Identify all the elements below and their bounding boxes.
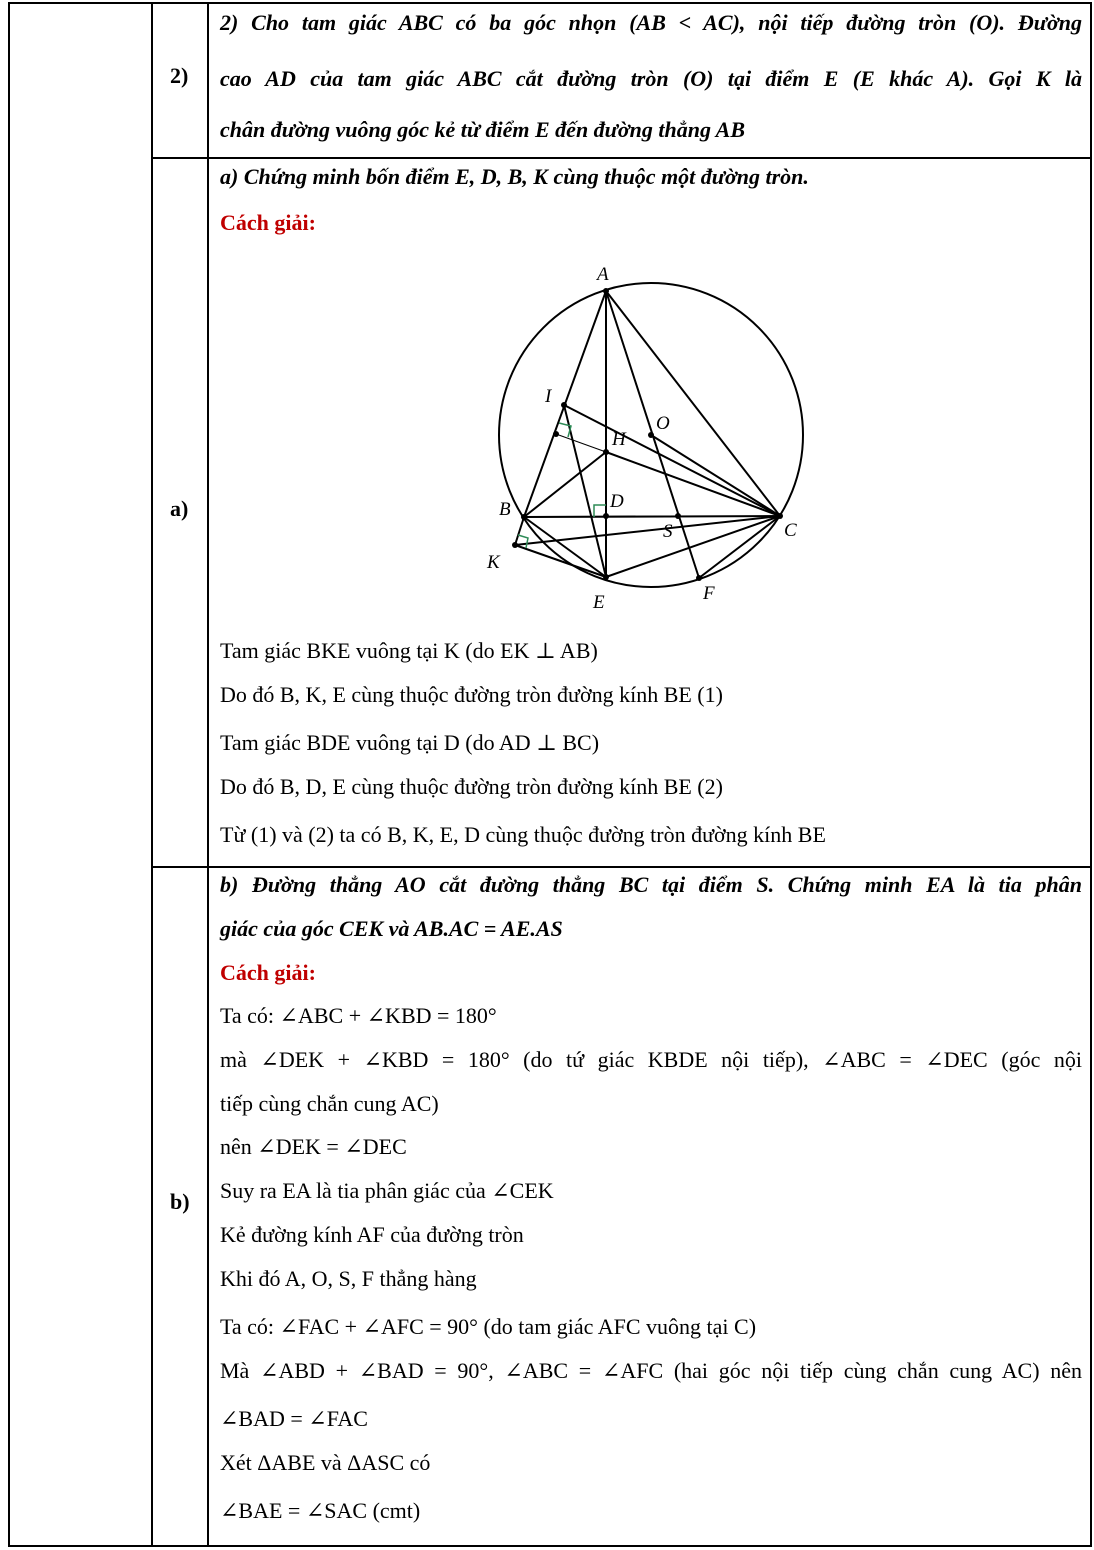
point-h (603, 449, 609, 455)
part-b-step: Ta có: ∠FAC + ∠AFC = 90° (do tam giác AFC vuông tại C) (220, 1314, 757, 1339)
point-extra (553, 431, 559, 437)
row-divider-2 (151, 866, 1092, 868)
part-b-question-line: b) Đường thẳng AO cắt đường thẳng BC tại điểm S. Chứng minh EA là tia phân (220, 872, 1082, 897)
part-b-step: mà ∠DEK + ∠KBD = 180° (do tứ giác KBDE nội tiếp), ∠ABC = ∠DEC (góc nội (220, 1047, 1082, 1072)
part-a-step: Do đó B, D, E cùng thuộc đường tròn đường kính BE (2) (220, 774, 723, 799)
point-s (675, 513, 681, 519)
part-a-step: Tam giác BKE vuông tại K (do EK ⊥ AB) (220, 638, 598, 663)
segment-CF (699, 516, 780, 578)
part-b-step: Khi đó A, O, S, F thẳng hàng (220, 1266, 477, 1291)
part-b-step: Ta có: ∠ABC + ∠KBD = 180° (220, 1003, 497, 1028)
row-divider-1 (151, 157, 1092, 159)
part-b-step: Xét ΔABE và ΔASC có (220, 1450, 431, 1475)
label-a: A (597, 264, 609, 285)
part-b-step: Mà ∠ABD + ∠BAD = 90°, ∠ABC = ∠AFC (hai góc nội tiếp cùng chắn cung AC) nên (220, 1358, 1082, 1383)
segment-KE (515, 545, 606, 577)
part-b-step: tiếp cùng chắn cung AC) (220, 1091, 439, 1116)
point-e (603, 574, 609, 580)
problem-number: 2) (170, 63, 189, 88)
segment-BK (515, 517, 524, 545)
part-a-label: a) (170, 496, 189, 521)
segment-AC (606, 291, 780, 516)
part-b-step: Kẻ đường kính AF của đường tròn (220, 1222, 524, 1247)
table-border-right (1090, 2, 1092, 1547)
part-a-step: Tam giác BDE vuông tại D (do AD ⊥ BC) (220, 730, 600, 755)
statement-line: 2) Cho tam giác ABC có ba góc nhọn (AB < AC), nội tiếp đường tròn (O). Đường (220, 10, 1082, 35)
part-a-step: Từ (1) và (2) ta có B, K, E, D cùng thuộc đường tròn đường kính BE (220, 822, 826, 847)
statement-line: cao AD của tam giác ABC cắt đường tròn (O) tại điểm E (E khác A). Gọi K là (220, 66, 1082, 91)
part-a-question: a) Chứng minh bốn điểm E, D, B, K cùng thuộc một đường tròn. (220, 164, 809, 189)
table-border-left (8, 2, 10, 1547)
part-b-step: nên ∠DEK = ∠DEC (220, 1134, 407, 1159)
point-c (777, 513, 783, 519)
part-b-step: ∠BAD = ∠FAC (220, 1406, 368, 1431)
point-f (696, 575, 702, 581)
point-k (512, 542, 518, 548)
part-a-solution-heading: Cách giải: (220, 210, 316, 235)
label-i: I (545, 386, 552, 407)
geometry-figure (460, 258, 880, 618)
statement-line: chân đường vuông góc kẻ từ điểm E đến đường thẳng AB (220, 117, 746, 142)
point-i (561, 402, 567, 408)
point-a (603, 288, 609, 294)
label-h: H (612, 429, 626, 450)
table-border-top (8, 2, 1092, 4)
label-s: S (663, 521, 673, 542)
table-border-bottom (8, 1545, 1092, 1547)
point-o (648, 432, 654, 438)
part-b-solution-heading: Cách giải: (220, 960, 316, 985)
column-divider-2 (207, 2, 209, 1547)
label-d: D (610, 491, 624, 512)
column-divider-1 (151, 2, 153, 1547)
label-c: C (784, 520, 797, 541)
label-e: E (593, 592, 605, 613)
part-b-step: ∠BAE = ∠SAC (cmt) (220, 1498, 421, 1523)
part-a-step: Do đó B, K, E cùng thuộc đường tròn đường kính BE (1) (220, 682, 723, 707)
label-o: O (656, 413, 670, 434)
label-b: B (499, 499, 511, 520)
segment-HD-extension (556, 434, 606, 452)
part-b-label: b) (170, 1189, 190, 1214)
point-d (603, 513, 609, 519)
label-f: F (703, 583, 715, 604)
right-angle-mark-i (559, 423, 571, 437)
part-b-question-line: giác của góc CEK và AB.AC = AE.AS (220, 916, 563, 941)
label-k: K (487, 552, 500, 573)
point-b (521, 514, 527, 520)
part-b-step: Suy ra EA là tia phân giác của ∠CEK (220, 1178, 554, 1203)
